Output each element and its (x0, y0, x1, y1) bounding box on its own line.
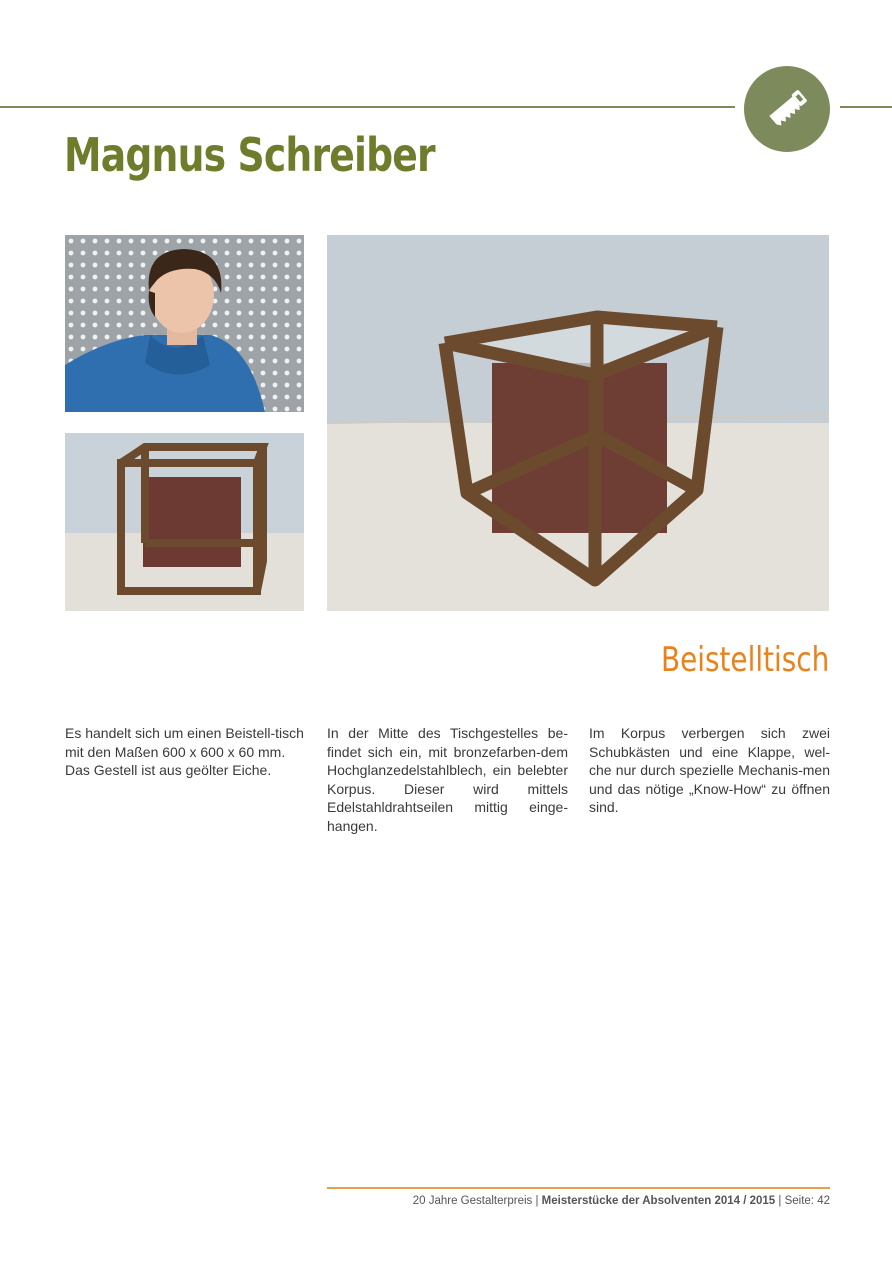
header-rule-left (0, 106, 735, 108)
description-column-2: In der Mitte des Tischgestelles be-findet sich ein, mit bronzefarben-dem Hochglanzedelstahlblech, ein belebter Korpus. Dieser wird mittels Edelstahldrahtseilen mittig einge-hangen. (327, 725, 568, 834)
table-photo-small (65, 433, 304, 611)
page-number: Seite: 42 (784, 1195, 830, 1207)
footer-separator: | (532, 1195, 542, 1207)
header-rule-right (840, 106, 892, 108)
description-column-1: Es handelt sich um einen Beistell-tisch mit den Maßen 600 x 600 x 60 mm. Das Gestell ist aus geölter Eiche. (65, 725, 304, 778)
footer-edition: Meisterstücke der Absolventen 2014 / 2015 (541, 1195, 776, 1207)
table-photo-large (327, 235, 829, 611)
project-title: Beistelltisch (660, 640, 829, 680)
author-name: Magnus Schreiber (64, 128, 435, 182)
footer-separator: | (775, 1195, 785, 1207)
footer-rule (327, 1187, 830, 1189)
portrait-photo (65, 235, 304, 412)
description-column-3: Im Korpus verbergen sich zwei Schubkästen und eine Klappe, wel-che nur durch spezielle Mechanis-men und das nötige „Know-How“ zu öffnen sind. (589, 725, 830, 815)
saw-icon (759, 81, 815, 137)
page-footer (413, 1195, 830, 1207)
craft-badge (744, 66, 830, 152)
footer-publication: 20 Jahre Gestalterpreis (412, 1195, 533, 1207)
